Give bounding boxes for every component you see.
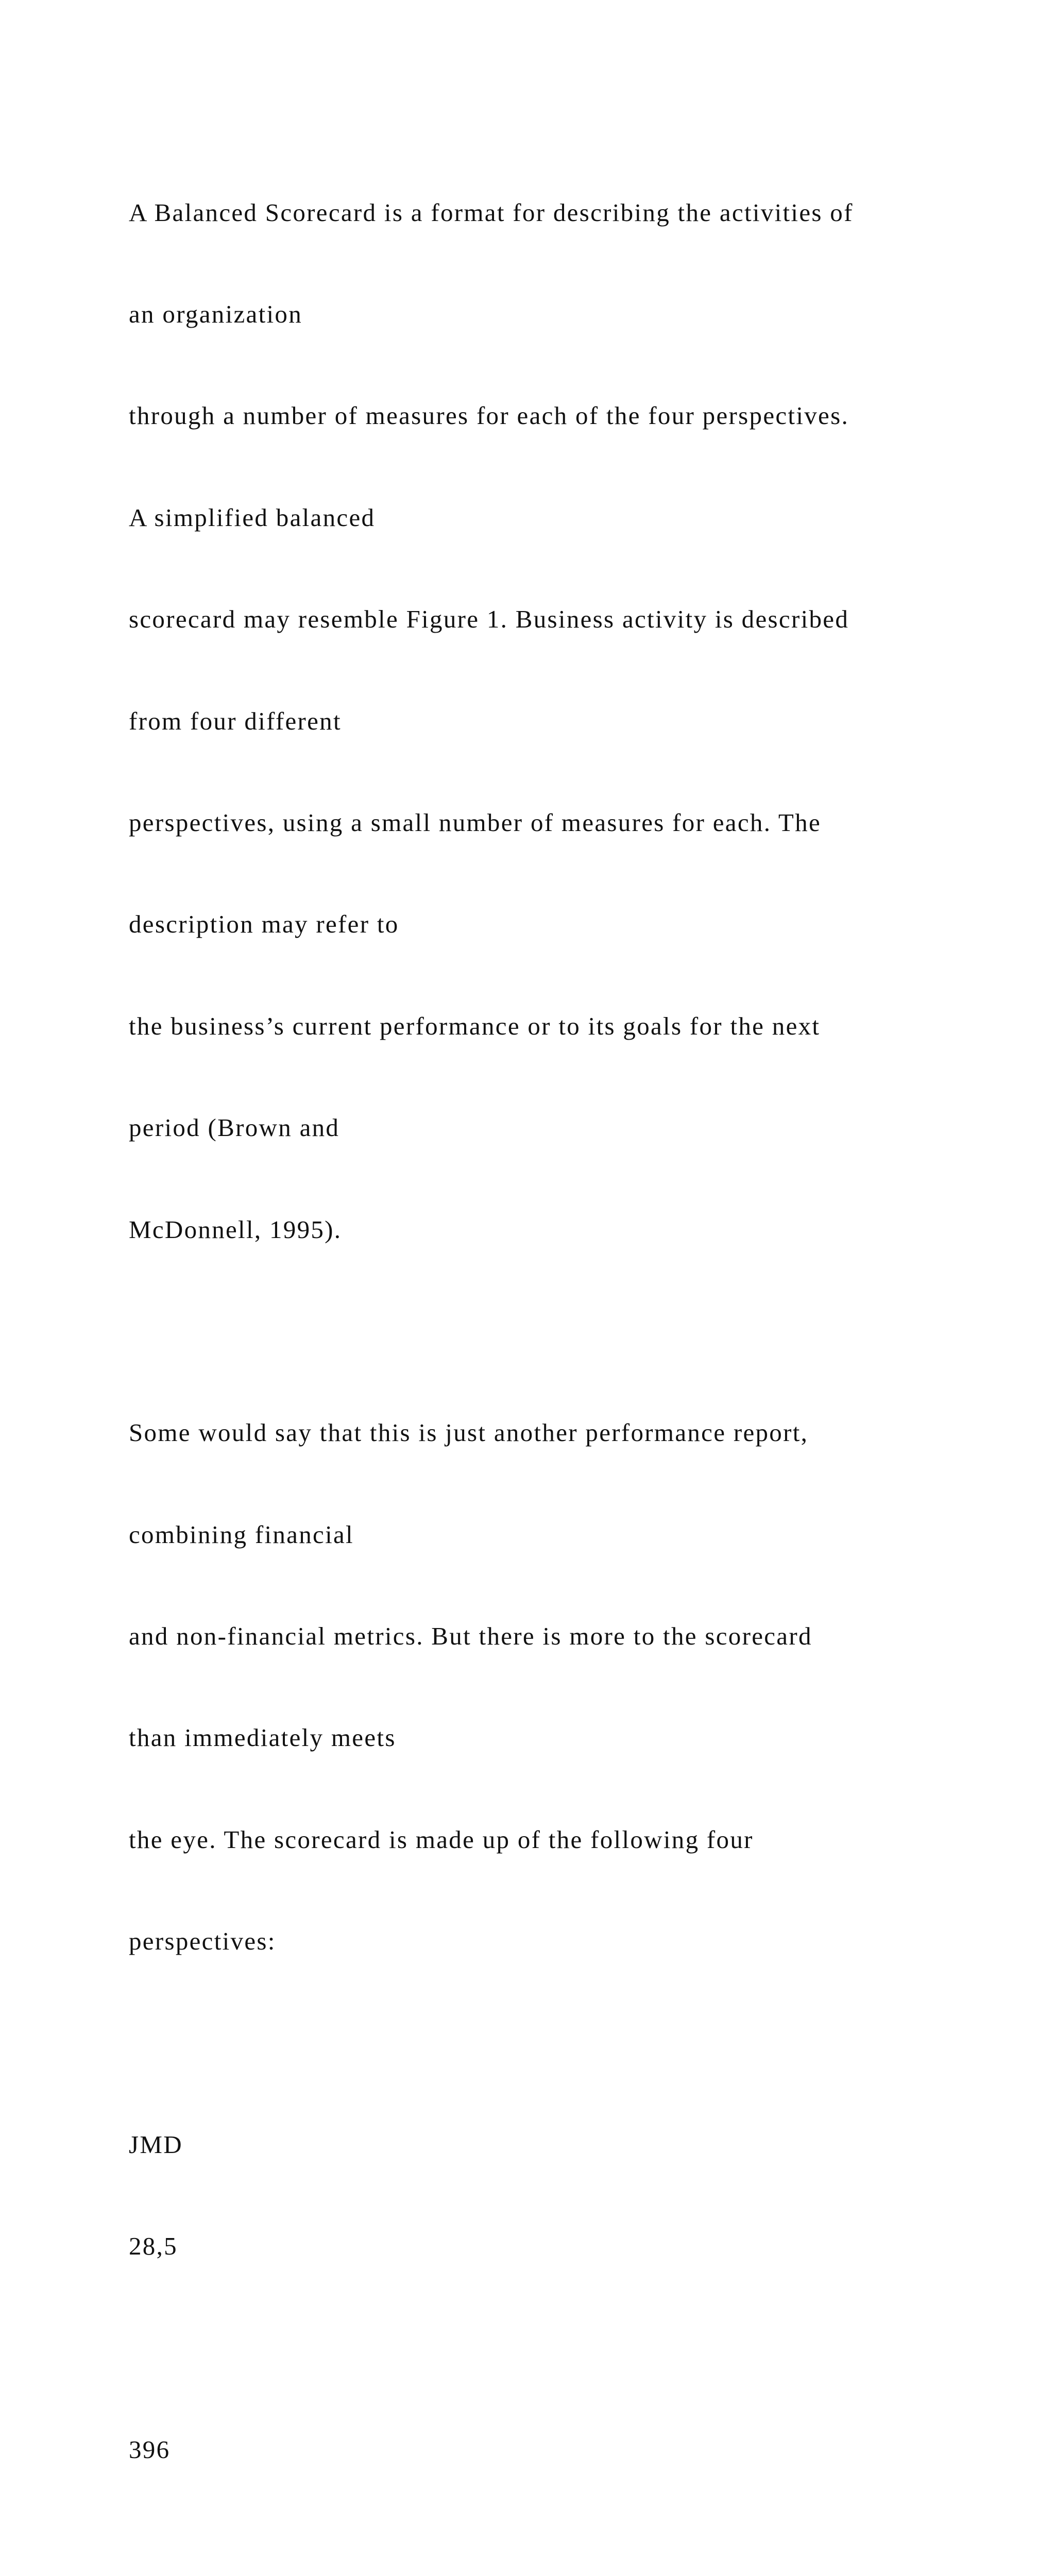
text-line: A simplified balanced [129, 503, 376, 532]
blank-line [129, 2535, 1005, 2569]
blank-line [129, 2331, 1005, 2365]
text-line: than immediately meets [129, 1723, 396, 1752]
text-line: combining financial [129, 1520, 354, 1549]
text-line: A Balanced Scorecard is a format for describing the activities of [129, 198, 854, 227]
text-line: Some would say that this is just another performance report, [129, 1418, 809, 1447]
text-line: JMD [129, 2130, 183, 2159]
text-line: the business’s current performance or to its goals for the next [129, 1011, 821, 1040]
text-line: 28,5 [129, 2232, 178, 2261]
document-text [129, 128, 1005, 2576]
text-line: the eye. The scorecard is made up of the following four [129, 1825, 754, 1854]
text-line: perspectives: [129, 1927, 276, 1956]
text-line: period (Brown and [129, 1113, 340, 1142]
text-line: through a number of measures for each of the four perspectives. [129, 401, 849, 430]
text-line: 396 [129, 2435, 171, 2464]
text-line: from four different [129, 706, 342, 735]
text-line: perspectives, using a small number of measures for each. The [129, 808, 822, 837]
text-line: scorecard may resemble Figure 1. Business activity is described [129, 605, 849, 634]
text-line: description may refer to [129, 910, 399, 939]
text-line: McDonnell, 1995). [129, 1215, 342, 1244]
text-line: an organization [129, 299, 303, 328]
blank-line [129, 2026, 1005, 2060]
blank-line [129, 1314, 1005, 1348]
text-line: and non-financial metrics. But there is more to the scorecard [129, 1622, 812, 1651]
